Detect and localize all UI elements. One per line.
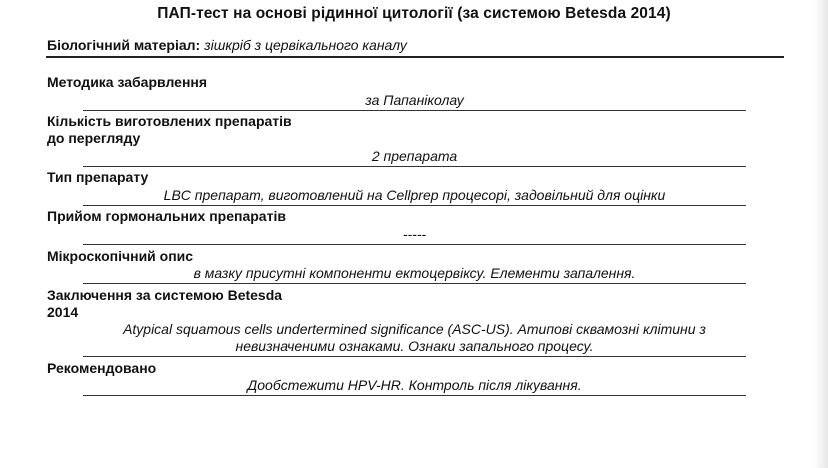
staining-method-label: Методика забарвлення: [47, 74, 208, 90]
hormonal-drugs-label: Прийом гормональних препаратів: [47, 208, 286, 224]
bethesda-conclusion-value-line1: Atypical squamous cells undertermined significance (ASC-US). Атипові сквамозні клітини з: [123, 321, 706, 337]
bethesda-conclusion-value: [83, 321, 746, 357]
bethesda-conclusion-label: [47, 287, 282, 321]
bethesda-conclusion-value-line2: невизначеними ознаками. Ознаки запального процесу.: [235, 338, 594, 354]
slides-count-label-line2: до перегляду: [47, 130, 141, 146]
slides-count-value: 2 препарата: [83, 148, 746, 167]
microscopic-description-value: в мазку присутні компоненти ектоцервіксу. Елементи запалення.: [83, 265, 746, 284]
material-row: [47, 37, 407, 53]
recommendation-label: Рекомендовано: [47, 360, 157, 376]
material-label: Біологічний матеріал:: [47, 37, 201, 53]
recommendation-value: Дообстежити HPV-HR. Контроль після лікування.: [83, 377, 746, 396]
slides-count-label: [47, 113, 292, 147]
slide-type-value: LBC препарат, виготовлений на Cellprep процесорі, задовільний для оцінки: [83, 187, 746, 206]
slides-count-label-line1: Кількість виготовлених препаратів: [47, 113, 292, 129]
header-divider: [46, 56, 784, 58]
hormonal-drugs-value: -----: [83, 226, 746, 245]
document-title: ПАП-тест на основі рідинної цитології (за системою Betesda 2014): [157, 5, 671, 22]
page-edge-shadow: [814, 0, 828, 468]
slide-type-label: Тип препарату: [47, 169, 149, 185]
staining-method-value: за Папаніколау: [83, 92, 746, 111]
bethesda-conclusion-label-line2: 2014: [47, 304, 79, 320]
bethesda-conclusion-label-line1: Заключення за системою Betesda: [47, 287, 283, 303]
material-value: зішкріб з цервікального каналу: [204, 37, 407, 53]
microscopic-description-label: Мікроскопічний опис: [47, 248, 194, 264]
